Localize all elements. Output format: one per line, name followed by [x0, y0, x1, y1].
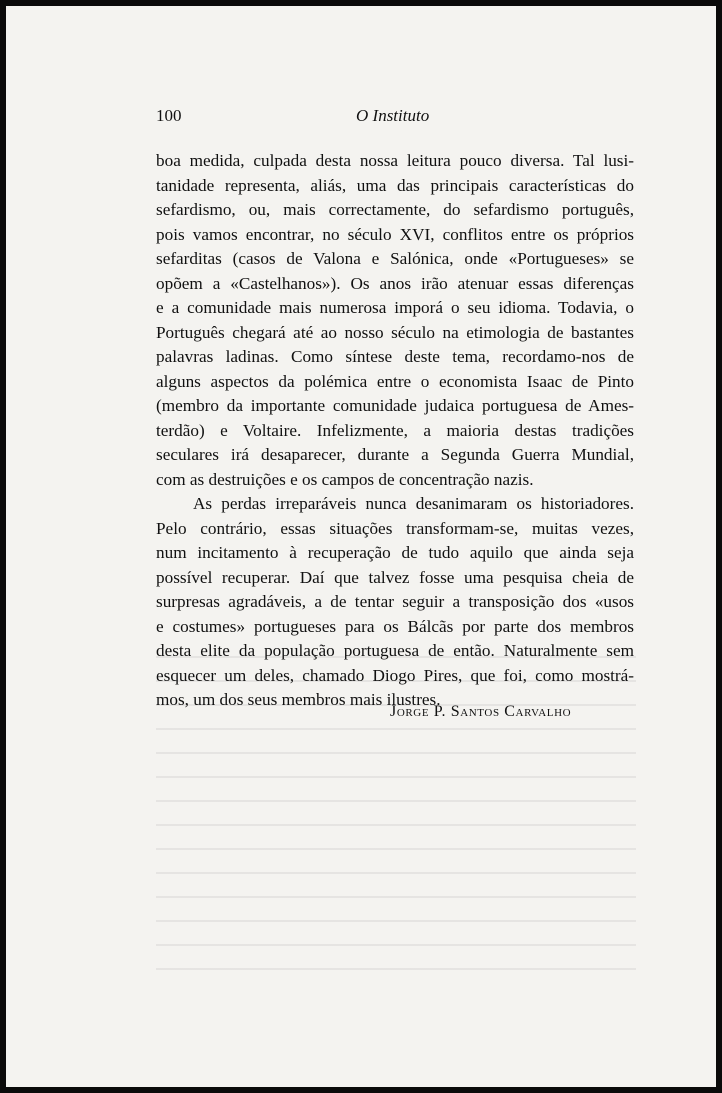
- text-line: sefardismo, ou, mais correctamente, do sefardismo português,: [156, 200, 634, 219]
- text-line: opõem a «Castelhanos»). Os anos irão atenuar essas diferenças: [156, 273, 634, 293]
- text-line: (membro da importante comunidade judaica portuguesa de Ames-: [156, 396, 634, 415]
- text-line: seculares irá desaparecer, durante a Segunda Guerra Mundial,: [156, 445, 634, 464]
- text-line: tanidade representa, aliás, uma das principais características do: [156, 175, 634, 195]
- text-line: Pelo contrário, essas situações transformam-se, muitas vezes,: [156, 518, 634, 538]
- text-line: Português chegará até ao nosso século na etimologia de bastantes: [156, 322, 634, 342]
- paragraph-2: [156, 492, 634, 713]
- text-line: sefarditas (casos de Valona e Salónica, onde «Portugueses» se: [156, 249, 634, 268]
- text-line: pois vamos encontrar, no século XVI, conflitos entre os próprios: [156, 224, 634, 244]
- text-line: esquecer um deles, chamado Diogo Pires, que foi, como mostrá-: [156, 665, 634, 685]
- page-header: [156, 106, 634, 130]
- author-signature: Jorge P. Santos Carvalho: [390, 703, 572, 720]
- page-number: 100: [156, 106, 182, 125]
- text-line: e costumes» portugueses para os Bálcãs por parte dos membros: [156, 616, 634, 636]
- text-line: terdão) e Voltaire. Infelizmente, a maioria destas tradições: [156, 420, 634, 440]
- running-title: O Instituto: [356, 106, 430, 125]
- text-line: alguns aspectos da polémica entre o economista Isaac de Pinto: [156, 371, 634, 391]
- text-line: palavras ladinas. Como síntese deste tema, recordamo-nos de: [156, 347, 634, 366]
- body-text: [156, 149, 634, 713]
- paragraph-1: [156, 149, 634, 492]
- text-line: desta elite da população portuguesa de então. Naturalmente sem: [156, 641, 634, 660]
- page: [6, 6, 716, 1087]
- text-line: surpresas agradáveis, a de tentar seguir a transposição dos «usos: [156, 592, 634, 611]
- text-line: mos, um dos seus membros mais ilustres.: [156, 690, 441, 709]
- text-line: possível recuperar. Daí que talvez fosse uma pesquisa cheia de: [156, 567, 634, 587]
- text-line: e a comunidade mais numerosa imporá o seu idioma. Todavia, o: [156, 298, 634, 317]
- text-line: boa medida, culpada desta nossa leitura pouco diversa. Tal lusi-: [156, 151, 634, 170]
- text-line: com as destruições e os campos de concentração nazis.: [156, 469, 534, 489]
- text-line: As perdas irreparáveis nunca desanimaram os historiadores.: [193, 494, 634, 513]
- text-line: num incitamento à recuperação de tudo aquilo que ainda seja: [156, 543, 634, 562]
